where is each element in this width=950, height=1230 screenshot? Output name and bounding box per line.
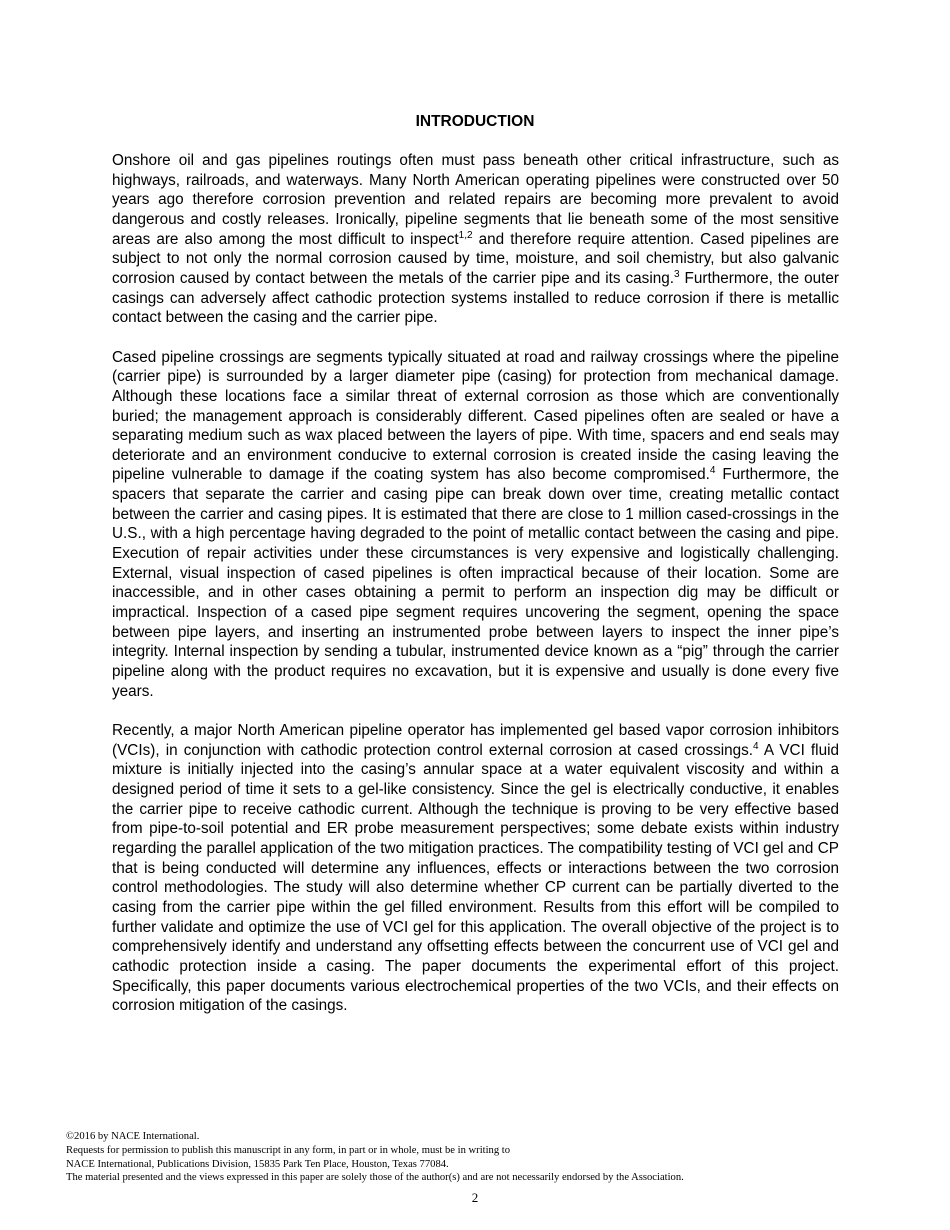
citation-ref: 1,2 bbox=[458, 229, 473, 241]
footer-disclaimer: The material presented and the views expressed in this paper are solely those of the author(s) and are not necessarily endorsed by the Association. bbox=[66, 1172, 684, 1184]
citation-ref: 4 bbox=[709, 465, 716, 477]
paragraph-1 bbox=[112, 151, 839, 328]
section-heading: INTRODUCTION bbox=[415, 113, 535, 130]
paragraph-text: A VCI fluid mixture is initially injected into the casing’s annular space at a water equivalent viscosity and within a designed period of time it sets to a gel-like consistency. Since the gel is electrically conductive, it enables the carrier pipe to receive cathodic current. Although the technique is proving to be very effective based from pipe-to-soil potential and ER probe measurement perspectives; some debate exists within industry regarding the parallel application of the two mitigation practices. The compatibility testing of VCI gel and CP that is being conducted will determine any influences, effects or interactions between the two corrosion control methodologies. The study will also determine whether CP current can be partially diverted to the casing from the carrier pipe within the gel filled environment. Results from this effort will be compiled to further validate and optimize the use of VCI gel for this application. The overall objective of the project is to comprehensively identify and understand any offsetting effects between the concurrent use of VCI gel and cathodic protection inside a casing. The paper documents the experimental effort of this project. Specifically, this paper documents various electrochemical properties of the two VCIs, and their effects on corrosion mitigation of the casings. bbox=[112, 741, 839, 1015]
paragraph-2 bbox=[112, 348, 839, 702]
footer-permission: Requests for permission to publish this manuscript in any form, in part or in whole, must be in writing to bbox=[66, 1144, 511, 1156]
paragraph-text: Cased pipeline crossings are segments typically situated at road and railway crossings where the pipeline (carrier pipe) is surrounded by a larger diameter pipe (casing) for protection from mechanical damage. Although these locations face a similar threat of external corrosion as those which are conventionally buried; the management approach is considerably different. Cased pipelines often are sealed or have a separating medium such as wax placed between the layers of pipe. With time, spacers and end seals may deteriorate and an environment conducive to external corrosion is created inside the casing leaving the pipeline vulnerable to damage if the coating system has also become compromised. bbox=[112, 348, 839, 484]
citation-ref: 4 bbox=[753, 740, 759, 752]
page-number: 2 bbox=[471, 1190, 479, 1205]
footer-address: NACE International, Publications Division, 15835 Park Ten Place, Houston, Texas 77084. bbox=[66, 1158, 449, 1170]
paragraph-text: and therefore require attention. Cased pipelines are subject to not only the normal corrosion caused by time, moisture, and soil chemistry, but also galvanic corrosion caused by contact between the metals of the carrier pipe and its casing. bbox=[112, 230, 839, 287]
footer-copyright: ©2016 by NACE International. bbox=[66, 1131, 200, 1142]
citation-ref: 3 bbox=[673, 268, 680, 280]
page-footer bbox=[66, 1130, 886, 1185]
paragraph-3 bbox=[112, 721, 839, 1016]
paragraph-text: Furthermore, the outer casings can adversely affect cathodic protection systems installed to reduce corrosion if there is metallic contact between the casing and the carrier pipe. bbox=[112, 269, 839, 327]
paragraph-text: Onshore oil and gas pipelines routings often must pass beneath other critical infrastructure, such as highways, railroads, and waterways. Many North American operating pipelines were constructed over 50 years ago therefore corrosion prevention and related repairs are becoming more prevalent to avoid dangerous and costly releases. Ironically, pipeline segments that lie beneath some of the most sensitive areas are also among the most difficult to inspect bbox=[112, 152, 839, 248]
paragraph-text: Furthermore, the spacers that separate the carrier and casing pipe can break down over time, creating metallic contact between the carrier and casing pipes. It is estimated that there are close to 1 million cased-crossings in the U.S., with a high percentage having degraded to the point of metallic contact between the casing and pipe. Execution of repair activities under these circumstances is very expensive and logistically challenging. External, visual inspection of cased pipelines is often impractical because of their location. Some are inaccessible, and in other cases obtaining a permit to perform an inspection dig may be difficult or impractical. Inspection of a cased pipe segment requires uncovering the segment, opening the space between pipe layers, and inserting an instrumented probe between layers to inspect the inner pipe’s integrity. Internal inspection by sending a tubular, instrumented device known as a “pig” through the carrier pipeline along with the product requires no excavation, but it is expensive and usually is done every five years. bbox=[112, 466, 840, 700]
body-text bbox=[112, 151, 839, 1016]
paragraph-text: Recently, a major North American pipeline operator has implemented gel based vapor corrosion inhibitors (VCIs), in conjunction with cathodic protection control external corrosion at cased crossings. bbox=[112, 722, 839, 759]
